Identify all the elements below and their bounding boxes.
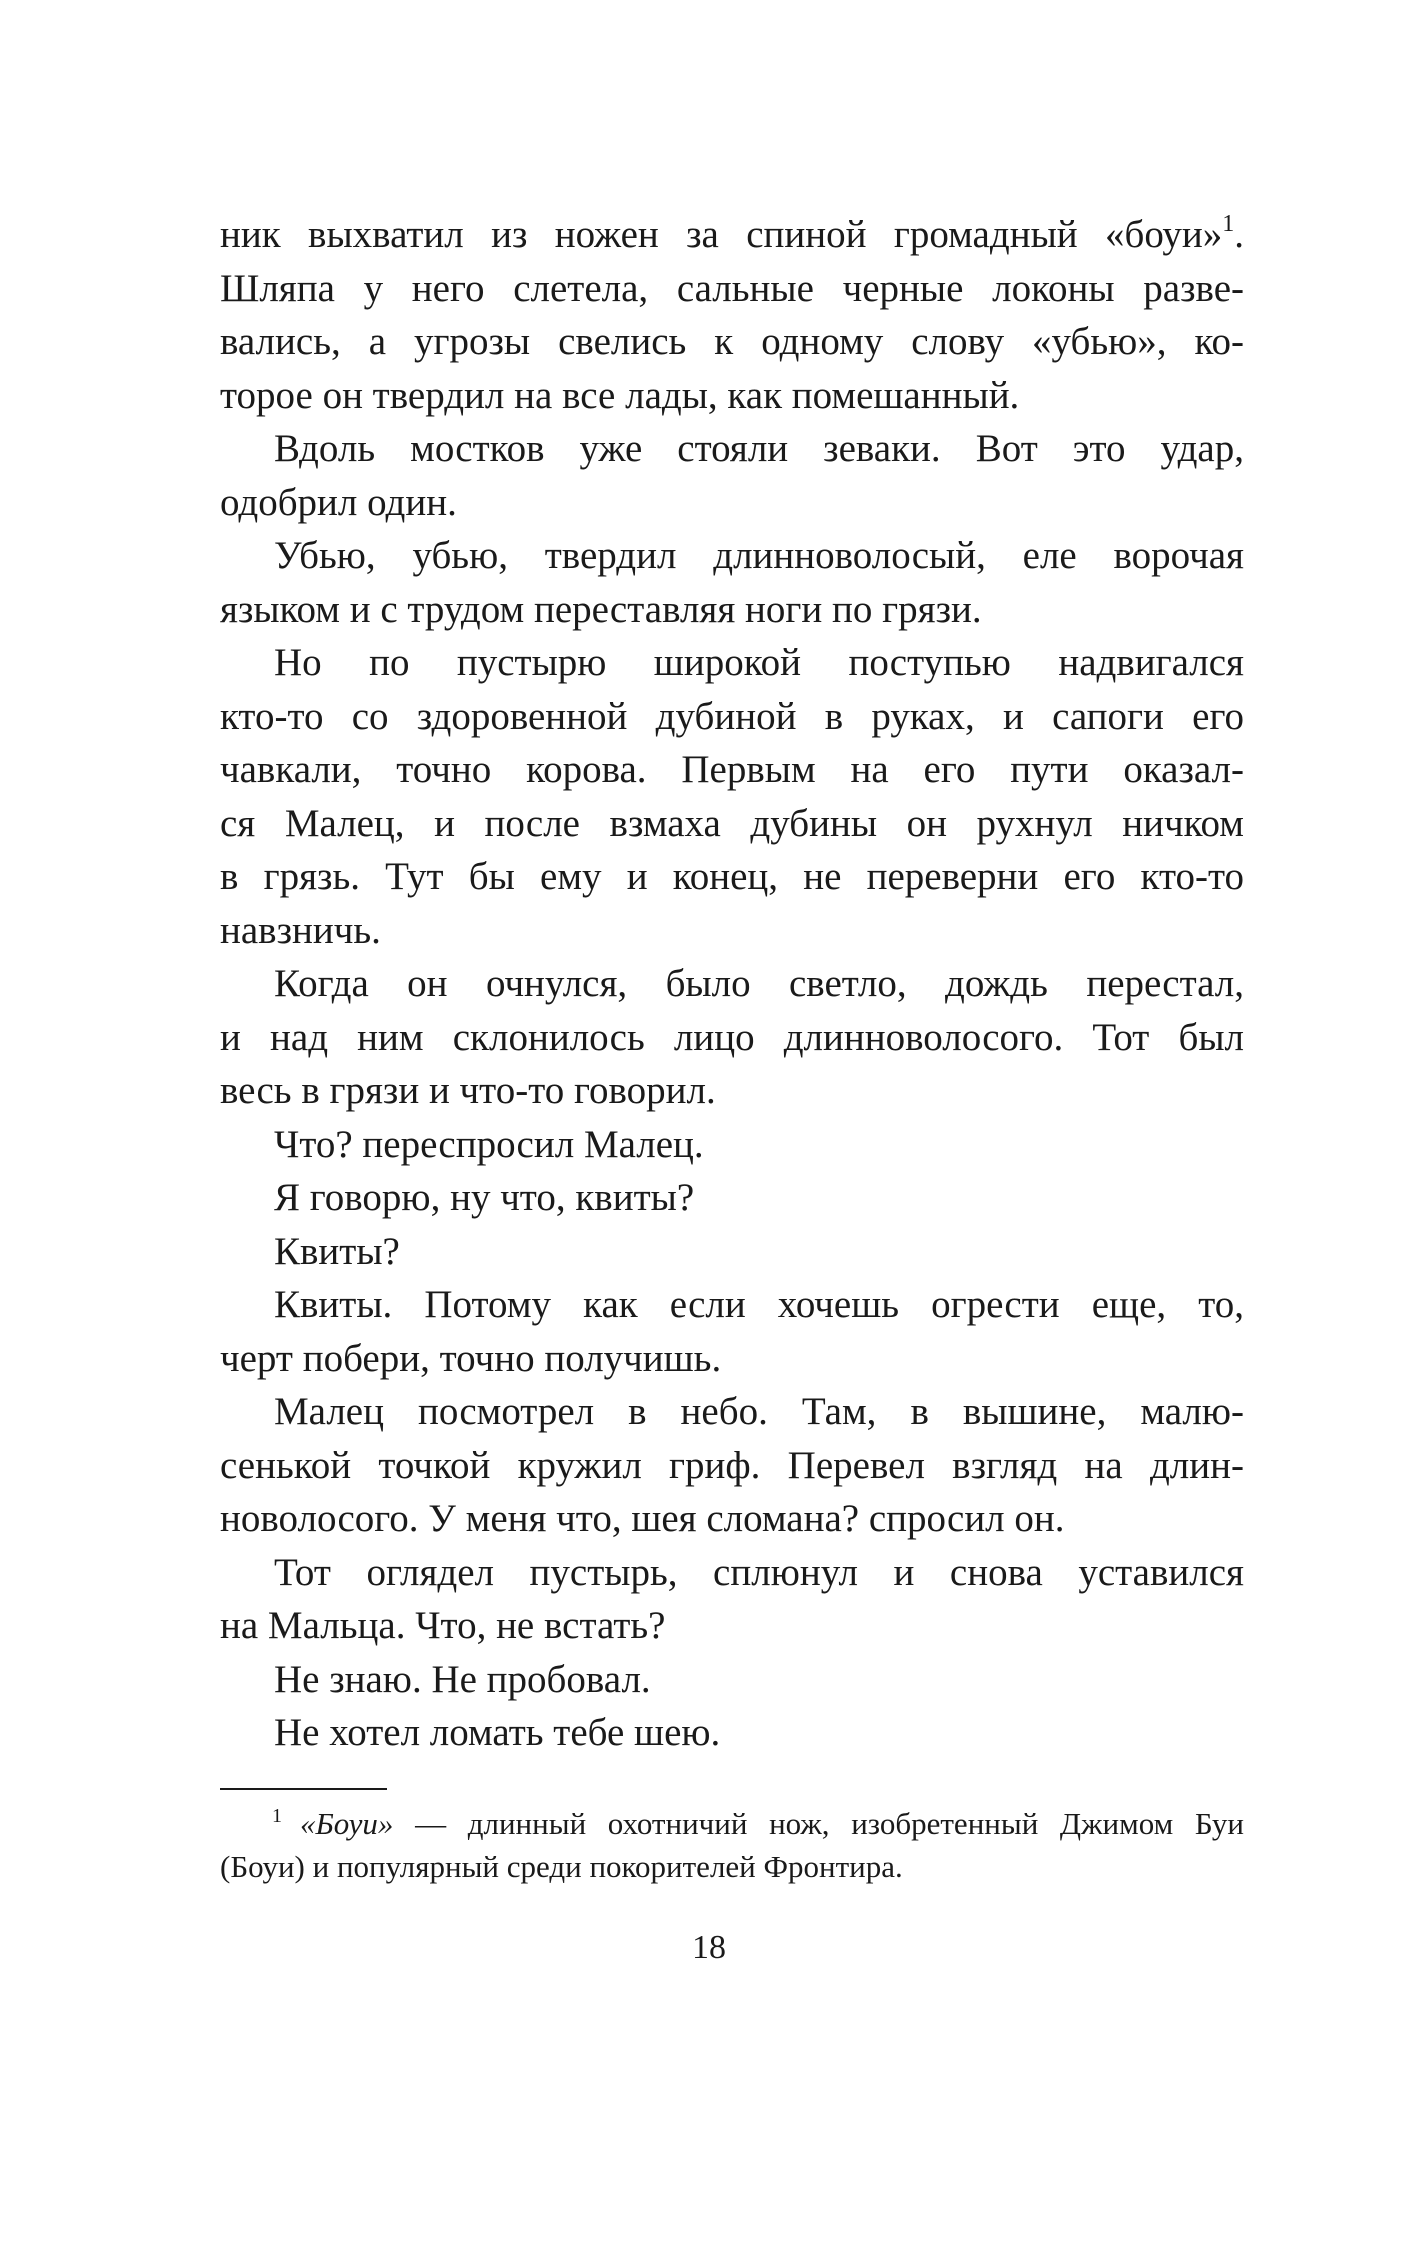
text-line: торое он твердил на все лады, как помешанный.: [220, 373, 1020, 417]
text-line: и над ним склонилось лицо длинноволосого. Тот был: [220, 1015, 1244, 1059]
paragraph-first-line: Но по пустырю широкой поступью надвигался: [274, 641, 1244, 684]
text-line: в грязь. Тут бы ему и конец, не переверни его кто-то: [220, 855, 1244, 898]
text-line: одобрил один.: [220, 480, 457, 524]
text-line: кто-то со здоровенной дубиной в руках, и сапоги его: [220, 694, 1244, 738]
text-line: ник выхватил из ножен за спиной громадный «боуи»$^1$.: [220, 211, 1244, 256]
footnote-line: $^1$ «Боуи» — длинный охотничий нож, изобретенный Джимом Буи: [272, 1805, 1244, 1841]
text-line: чавкали, точно корова. Первым на его пути оказал-: [220, 748, 1244, 791]
text-line: Шляпа у него слетела, сальные черные локоны разве-: [220, 266, 1244, 310]
text-line: новолосого. У меня что, шея сломана? спросил он.: [220, 1497, 1065, 1540]
paragraph-first-line: Квиты. Потому как если хочешь огрести еще, то,: [274, 1283, 1244, 1326]
text-line: черт побери, точно получишь.: [220, 1336, 722, 1380]
footnote-line: (Боуи) и популярный среди покорителей Фронтира.: [220, 1849, 903, 1884]
paragraph-first-line: Что? переспросил Малец.: [274, 1122, 704, 1166]
footnote: [220, 1802, 1244, 1888]
text-line: сенькой точкой кружил гриф. Перевел взгляд на длин-: [220, 1443, 1244, 1487]
page-number: 18: [692, 1929, 726, 1966]
paragraph-first-line: Тот оглядел пустырь, сплюнул и снова уставился: [274, 1550, 1244, 1594]
paragraph-first-line: Я говорю, ну что, квиты?: [274, 1176, 695, 1219]
paragraph-first-line: Когда он очнулся, было светло, дождь перестал,: [274, 962, 1244, 1005]
footnote-marker: 1: [272, 1805, 282, 1827]
paragraph-first-line: Не знаю. Не пробовал.: [274, 1657, 651, 1701]
text-line: вались, а угрозы свелись к одному слову «убью», ко-: [220, 320, 1244, 363]
paragraph-first-line: Вдоль мостков уже стояли зеваки. Вот это удар,: [274, 427, 1244, 470]
footnote-divider: [220, 1788, 387, 1790]
text-line: на Мальца. Что, не встать?: [220, 1604, 666, 1647]
footnote-reference[interactable]: 1: [1222, 211, 1235, 237]
page-body: [220, 208, 1244, 1760]
paragraph-first-line: Малец посмотрел в небо. Там, в вышине, малю-: [274, 1390, 1244, 1433]
paragraph-first-line: Убью, убью, твердил длинноволосый, еле ворочая: [274, 534, 1244, 577]
paragraph-first-line: Не хотел ломать тебе шею.: [274, 1711, 721, 1754]
footnote-term: «Боуи»: [300, 1806, 394, 1841]
paragraph-first-line: Квиты?: [274, 1229, 400, 1273]
text-line: ся Малец, и после взмаха дубины он рухнул ничком: [220, 801, 1244, 845]
text-line: языком и с трудом переставляя ноги по грязи.: [220, 587, 982, 631]
text-line: навзничь.: [220, 908, 381, 952]
text-line: весь в грязи и что-то говорил.: [220, 1069, 716, 1112]
